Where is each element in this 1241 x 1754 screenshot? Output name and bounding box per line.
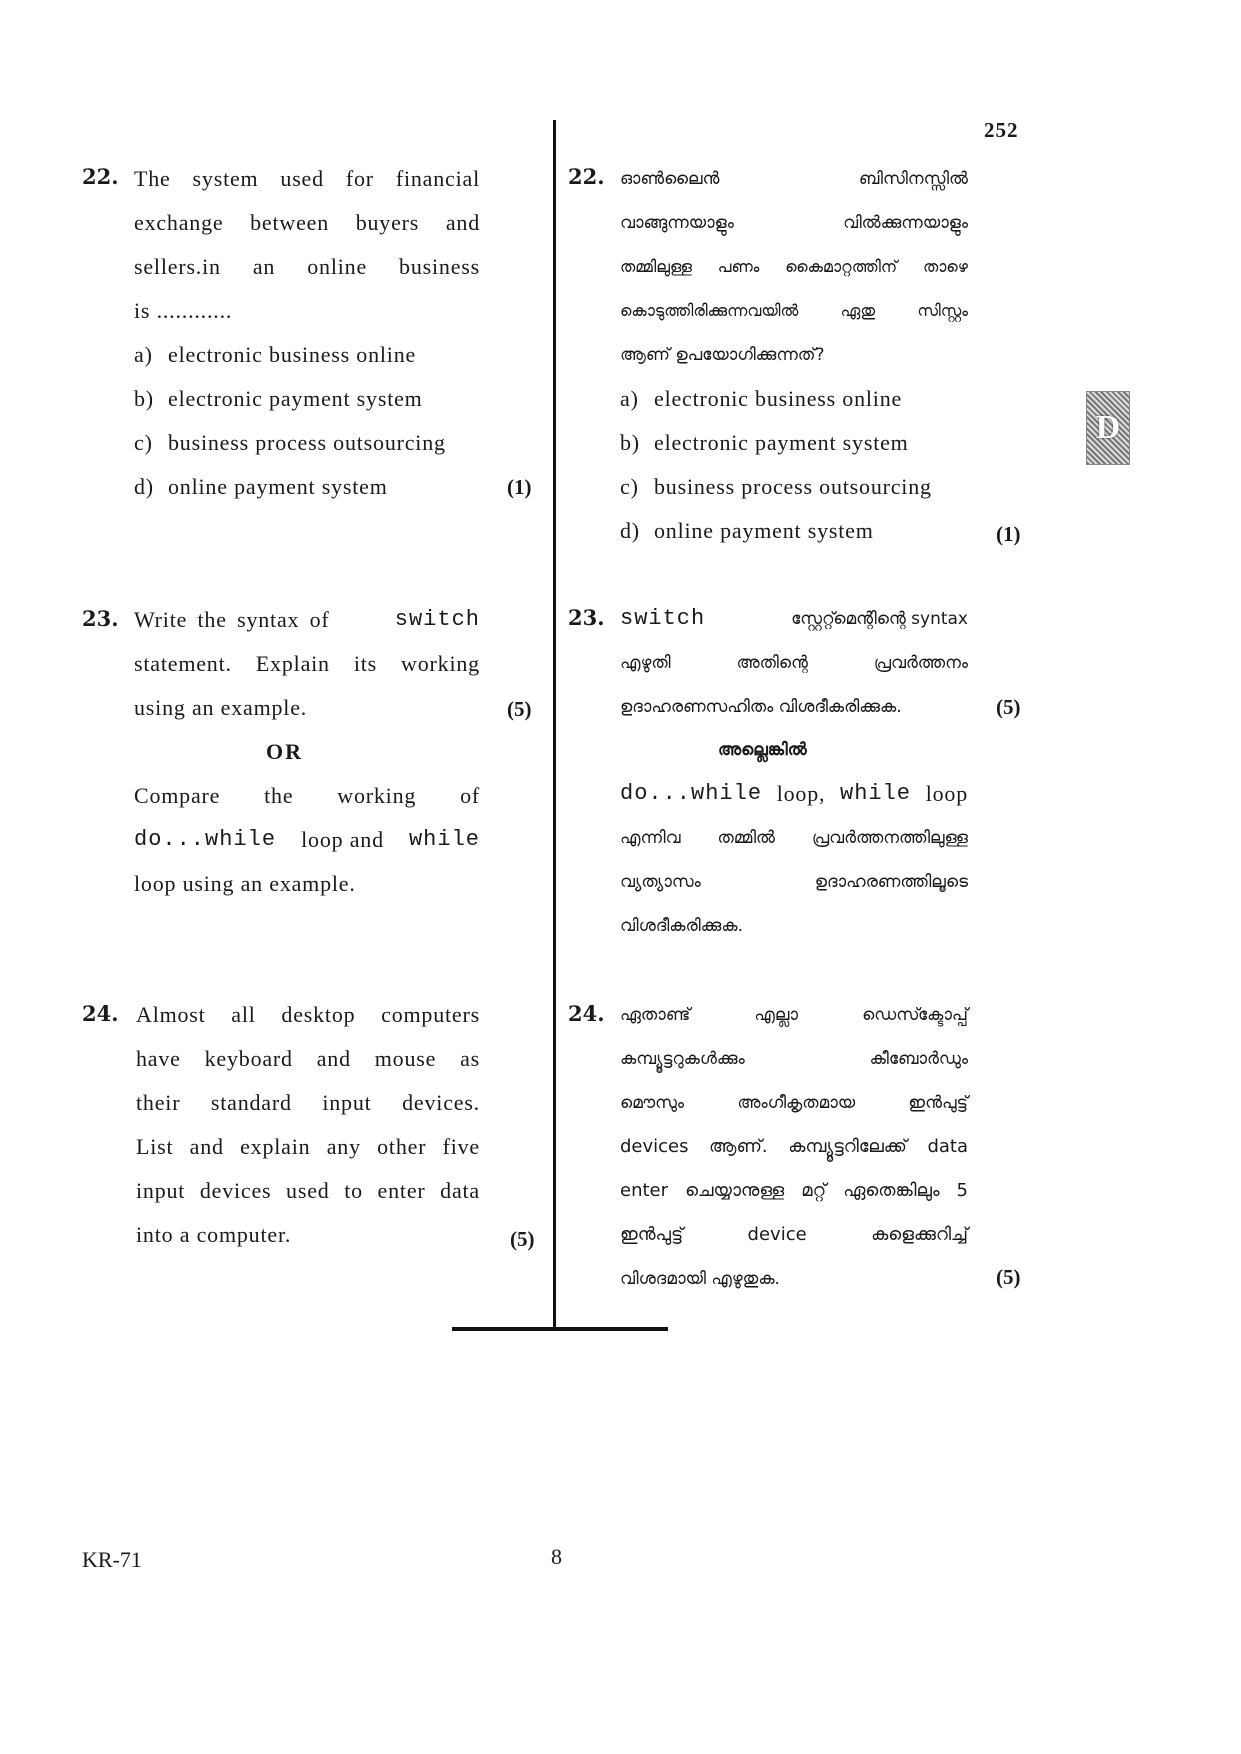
right-q23-line: എഴുതി അതിന്റെ പ്രവർത്തനം — [620, 653, 968, 673]
right-q24-line: enter ചെയ്യാനുള്ള മറ്റ് ഏതെങ്കിലും 5 — [620, 1180, 968, 1201]
code-keyword: do...while — [134, 827, 277, 852]
option-letter: a) — [620, 386, 639, 411]
left-q22-option-a — [134, 333, 480, 377]
option-text: business process outsourcing — [654, 474, 932, 499]
left-q22-question — [134, 157, 480, 509]
side-tab-letter: D — [1095, 409, 1121, 446]
left-q23-line — [134, 598, 480, 642]
code-keyword: while — [408, 827, 480, 852]
left-q24-line: into a computer. — [136, 1222, 292, 1247]
page-code: 252 — [984, 118, 1019, 142]
left-q24-line: have keyboard and mouse as — [136, 1046, 480, 1071]
left-q24-line: their standard input devices. — [136, 1090, 480, 1115]
right-q23-line: ഉദാഹരണസഹിതം വിശദീകരിക്കുക. — [620, 697, 902, 717]
left-q22-number: 22. — [82, 164, 119, 189]
option-text: electronic payment system — [654, 430, 909, 455]
right-q23-marks: (5) — [996, 695, 1021, 719]
right-q23-question — [620, 597, 968, 729]
right-q24-number: 24. — [568, 1001, 605, 1026]
text: സ്റ്റേറ്റ്മെന്റിന്റെ syntax — [791, 609, 968, 629]
option-text: online payment system — [168, 474, 388, 499]
left-q24-question — [136, 993, 480, 1257]
option-letter: d) — [620, 518, 640, 543]
option-text: electronic business online — [168, 342, 417, 367]
left-q23-marks: (5) — [507, 697, 532, 721]
right-q22-line: ഓൺലൈൻ ബിസിനസ്സിൽ — [620, 169, 968, 189]
column-divider — [553, 120, 556, 1330]
code-keyword: switch — [620, 606, 706, 631]
code-keyword: while — [840, 781, 912, 806]
left-q23-alt-line: Compare the working of — [134, 783, 480, 808]
left-q23-question — [134, 598, 480, 730]
left-q23-line: using an example. — [134, 695, 308, 720]
right-q22-option-c — [620, 465, 968, 509]
right-q24-line: മൌസും അംഗീകൃതമായ ഇൻപുട്ട് — [620, 1093, 968, 1113]
left-q22-option-c — [134, 421, 480, 465]
left-q22-option-b — [134, 377, 480, 421]
page-number: 8 — [551, 1544, 562, 1569]
left-q22-marks: (1) — [507, 475, 532, 499]
option-text: electronic payment system — [168, 386, 423, 411]
option-letter: b) — [134, 386, 154, 411]
left-q23-alternative — [134, 774, 480, 906]
code-keyword: switch — [394, 607, 480, 632]
right-q24-line: ഏതാണ്ട് എല്ലാ ഡെസ്ക്ടോപ്പ് — [620, 1005, 968, 1025]
left-q24-line: Almost all desktop computers — [136, 1002, 480, 1027]
right-q24-line: വിശദമായി എഴുതുക. — [620, 1269, 780, 1289]
right-q24-marks: (5) — [996, 1265, 1021, 1289]
text: Write the syntax of — [134, 607, 330, 632]
left-q22-line: The system used for financial — [134, 166, 480, 191]
left-q23-number: 23. — [82, 606, 119, 631]
left-q23-alt-line: loop using an example. — [134, 871, 356, 896]
right-q22-line: വാങ്ങുന്നയാളും വിൽക്കുന്നയാളും — [620, 213, 968, 233]
right-q22-line: കൊടുത്തിരിക്കുന്നവയിൽ ഏതു സിസ്റ്റം — [620, 301, 968, 320]
right-q23-number: 23. — [568, 605, 605, 630]
left-q24-number: 24. — [82, 1001, 119, 1026]
right-q22-options — [620, 377, 968, 553]
left-q24-line: List and explain any other five — [136, 1134, 480, 1159]
right-q23-alt-line: വിശദീകരിക്കുക. — [620, 916, 743, 936]
side-tab-d — [1086, 391, 1130, 465]
right-q22-line: ആണ് ഉപയോഗിക്കുന്നത്? — [620, 345, 825, 365]
left-q23-or: OR — [266, 739, 303, 764]
right-q24-line: ഇൻപുട്ട് device കളെക്കുറിച്ച് — [620, 1224, 968, 1245]
option-text: online payment system — [654, 518, 874, 543]
left-q22-line: is ............ — [134, 298, 233, 323]
right-q24-line: devices ആണ്. കമ്പ്യൂട്ടറിലേക്ക് data — [620, 1136, 968, 1157]
right-q22-marks: (1) — [996, 522, 1021, 546]
right-q22-line: തമ്മിലുള്ള പണം കൈമാറ്റത്തിന് താഴെ — [620, 257, 968, 276]
right-q24-line: കമ്പ്യൂട്ടറുകൾക്കും കീബോർഡും — [620, 1049, 968, 1069]
right-q23-alt-line: എന്നിവ തമ്മിൽ പ്രവർത്തനത്തിലുള്ള — [620, 828, 968, 848]
left-q24-line: input devices used to enter data — [136, 1178, 480, 1203]
right-q23-alternative — [620, 772, 968, 948]
end-rule — [452, 1327, 668, 1331]
left-q23-line: statement. Explain its working — [134, 651, 480, 676]
text: loop, — [776, 781, 826, 806]
left-q22-line: exchange between buyers and — [134, 210, 480, 235]
left-q22-option-d — [134, 465, 480, 509]
option-letter: c) — [620, 474, 639, 499]
right-q23-or: അല്ലെങ്കിൽ — [718, 740, 807, 760]
option-text: electronic business online — [654, 386, 903, 411]
right-q22-option-d — [620, 509, 968, 553]
code-keyword: do...while — [620, 781, 763, 806]
left-q22-line: sellers.in an online business — [134, 254, 480, 279]
right-q23-line — [620, 597, 968, 641]
option-text: business process outsourcing — [168, 430, 446, 455]
right-q22-option-b — [620, 421, 968, 465]
option-letter: b) — [620, 430, 640, 455]
right-q23-alt-line: വ്യത്യാസം ഉദാഹരണത്തിലൂടെ — [620, 872, 968, 892]
text: loop and — [301, 827, 384, 852]
option-letter: c) — [134, 430, 153, 455]
option-letter: a) — [134, 342, 153, 367]
left-q23-alt-line — [134, 818, 480, 862]
right-q22-option-a — [620, 377, 968, 421]
right-q22-number: 22. — [568, 164, 605, 189]
option-letter: d) — [134, 474, 154, 499]
right-q22-question — [620, 157, 968, 377]
exam-code: KR-71 — [82, 1547, 142, 1572]
left-q24-marks: (5) — [510, 1227, 535, 1251]
text: loop — [925, 781, 968, 806]
right-q24-question — [620, 993, 968, 1301]
right-q23-alt-line — [620, 772, 968, 816]
